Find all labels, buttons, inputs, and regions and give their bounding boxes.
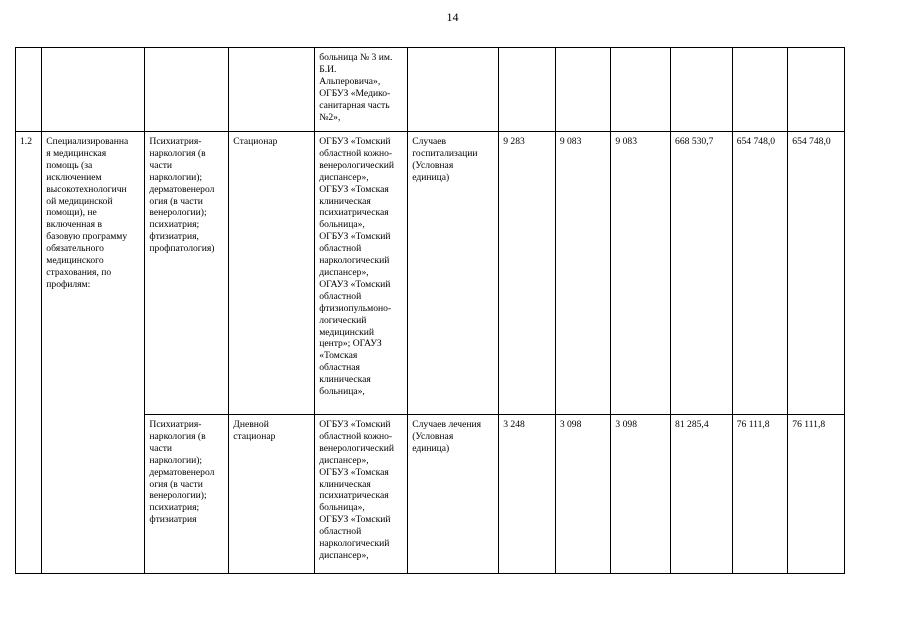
category-cell bbox=[42, 48, 145, 132]
value-cell: 654 748,0 bbox=[732, 132, 788, 415]
table-row bbox=[16, 48, 845, 132]
document-table bbox=[15, 47, 845, 574]
value-cell bbox=[732, 48, 788, 132]
value-cell bbox=[788, 48, 845, 132]
condition-cell bbox=[229, 48, 315, 132]
category-cell: Специализированна я медицинская помощь (за исключением высокотехнологичн ой медицинской помощи), не включенная в базовую программу обязательного медицинского страхования, по профилям: bbox=[42, 132, 145, 574]
organization-cell: больница № 3 им. Б.И. Альперовича», ОГБУЗ «Медико- санитарная часть №2», bbox=[315, 48, 408, 132]
value-cell: 76 111,8 bbox=[732, 415, 788, 574]
table-row bbox=[16, 132, 845, 415]
value-cell: 9 283 bbox=[499, 132, 556, 415]
unit-cell: Случаев госпитализации (Условная единица) bbox=[408, 132, 499, 415]
value-cell: 76 111,8 bbox=[788, 415, 845, 574]
value-cell bbox=[671, 48, 733, 132]
value-cell: 654 748,0 bbox=[788, 132, 845, 415]
value-cell: 81 285,4 bbox=[671, 415, 733, 574]
condition-cell: Дневной стационар bbox=[229, 415, 315, 574]
profile-cell: Психиатрия- наркология (в части наркологии); дерматовенерол огия (в части венерологии); психиатрия; фтизиатрия bbox=[145, 415, 229, 574]
value-cell: 668 530,7 bbox=[671, 132, 733, 415]
value-cell bbox=[499, 48, 556, 132]
value-cell: 3 098 bbox=[555, 415, 611, 574]
page-number: 14 bbox=[446, 10, 459, 24]
unit-cell bbox=[408, 48, 499, 132]
profile-cell bbox=[145, 48, 229, 132]
value-cell: 3 098 bbox=[611, 415, 671, 574]
value-cell bbox=[611, 48, 671, 132]
condition-cell: Стационар bbox=[229, 132, 315, 415]
unit-cell: Случаев лечения (Условная единица) bbox=[408, 415, 499, 574]
value-cell: 9 083 bbox=[555, 132, 611, 415]
value-cell: 3 248 bbox=[499, 415, 556, 574]
code-cell: 1.2 bbox=[16, 132, 42, 574]
value-cell bbox=[555, 48, 611, 132]
organization-cell: ОГБУЗ «Томский областной кожно- венерологический диспансер», ОГБУЗ «Томская клиническая психиатрическая больница», ОГБУЗ «Томский областной наркологический диспансер», ОГАУЗ «Томский областной фтизиопульмоно- логический медицинский центр»; ОГАУЗ «Томская областная клиническая больница», bbox=[315, 132, 408, 415]
code-cell bbox=[16, 48, 42, 132]
value-cell: 9 083 bbox=[611, 132, 671, 415]
organization-cell: ОГБУЗ «Томский областной кожно- венерологический диспансер», ОГБУЗ «Томская клиническая психиатрическая больница», ОГБУЗ «Томский областной наркологический диспансер», bbox=[315, 415, 408, 574]
profile-cell: Психиатрия- наркология (в части наркологии); дерматовенерол огия (в части венерологии); психиатрия; фтизиатрия, профпатология) bbox=[145, 132, 229, 415]
